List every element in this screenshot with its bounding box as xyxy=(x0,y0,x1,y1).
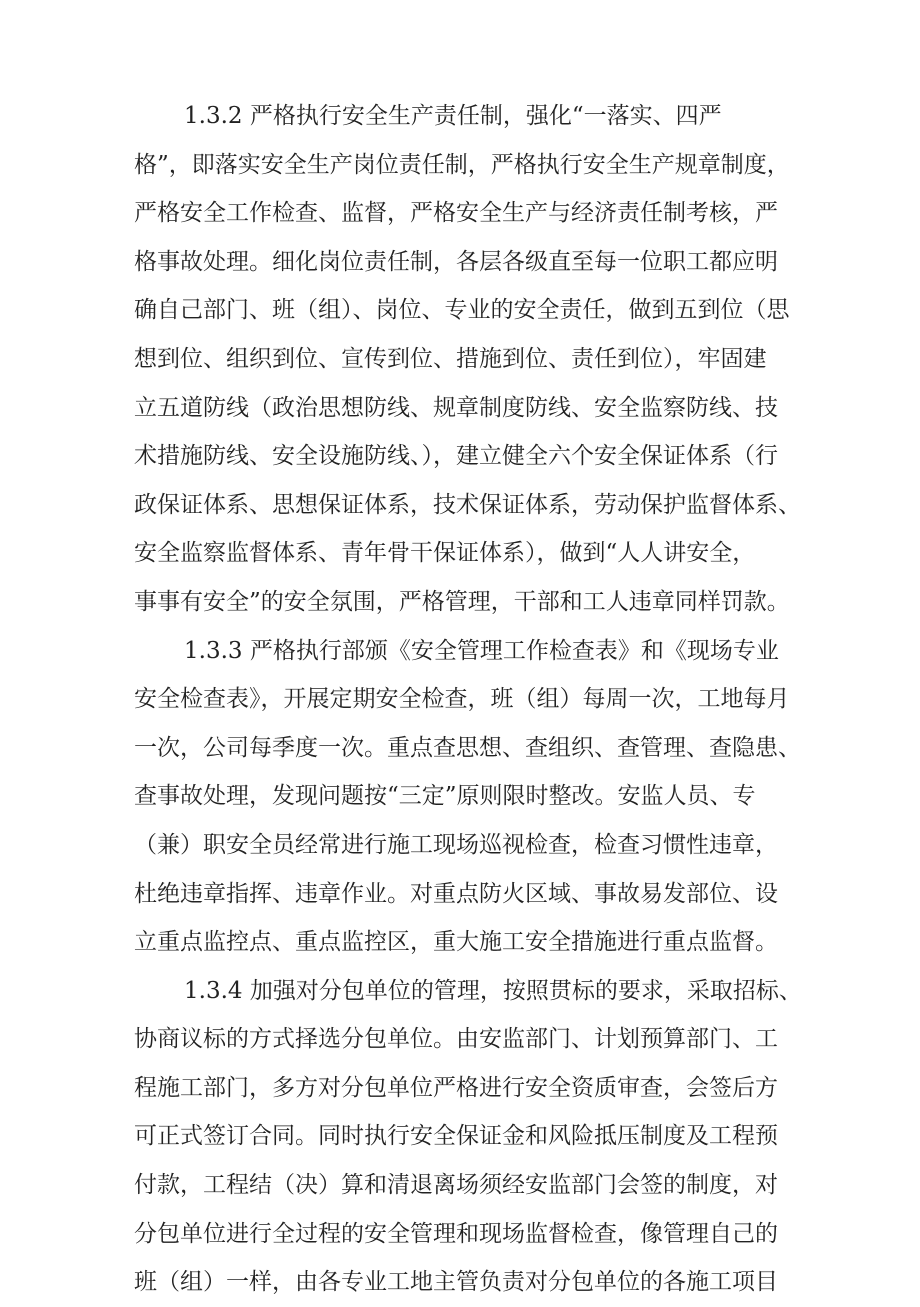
paragraph-line: 分包单位进行全过程的安全管理和现场监督检查，像管理自己的 xyxy=(134,1220,778,1247)
paragraph-line: 杜绝违章指挥、违章作业。对重点防火区域、事故易发部位、设 xyxy=(134,880,778,907)
paragraph-line: 可正式签订合同。同时执行安全保证金和风险抵压制度及工程预 xyxy=(134,1123,778,1150)
paragraph-1-3-3 xyxy=(134,627,804,967)
paragraph-line: 1.3.2 严格执行安全生产责任制，强化“一落实、四严 xyxy=(184,103,722,129)
paragraph-line: 格事故处理。细化岗位责任制，各层各级直至每一位职工都应明 xyxy=(134,248,778,275)
paragraph-line: 术措施防线、安全设施防线、），建立健全六个安全保证体系（行 xyxy=(134,443,778,470)
paragraph-line: （兼）职安全员经常进行施工现场巡视检查，检查习惯性违章， xyxy=(134,831,778,858)
paragraph-1-3-4 xyxy=(134,967,804,1307)
paragraph-line: 确自己部门、班（组）、岗位、专业的安全责任，做到五到位（思 xyxy=(134,297,790,324)
paragraph-line: 一次，公司每季度一次。重点查思想、查组织、查管理、查隐患、 xyxy=(134,734,801,761)
paragraph-line: 班（组）一样，由各专业工地主管负责对分包单位的各施工项目 xyxy=(134,1269,778,1296)
paragraph-line: 程施工部门，多方对分包单位严格进行安全资质审查，会签后方 xyxy=(134,1074,778,1101)
paragraph-line: 查事故处理，发现问题按“三定”原则限时整改。安监人员、专 xyxy=(134,783,756,810)
paragraph-line: 安全监察监督体系、青年骨干保证体系），做到“人人讲安全， xyxy=(134,540,756,567)
paragraph-line: 政保证体系、思想保证体系，技术保证体系，劳动保护监督体系、 xyxy=(134,491,801,518)
paragraph-line: 格”，即落实安全生产岗位责任制，严格执行安全生产规章制度， xyxy=(134,151,790,178)
paragraph-1-3-2 xyxy=(134,92,804,627)
paragraph-line: 1.3.3 严格执行部颁《安全管理工作检查表》和《现场专业 xyxy=(184,637,779,664)
paragraph-line: 立五道防线（政治思想防线、规章制度防线、安全监察防线、技 xyxy=(134,394,778,421)
paragraph-line: 严格安全工作检查、监督，严格安全生产与经济责任制考核，严 xyxy=(134,200,778,227)
paragraph-line: 立重点监控点、重点监控区，重大施工安全措施进行重点监督。 xyxy=(134,929,778,956)
paragraph-line: 1.3.4 加强对分包单位的管理，按照贯标的要求，采取招标、 xyxy=(184,977,802,1004)
paragraph-line: 事事有安全”的安全氛围，严格管理，干部和工人违章同样罚款。 xyxy=(134,588,790,615)
paragraph-line: 付款，工程结（决）算和清退离场须经安监部门会签的制度，对 xyxy=(134,1172,778,1199)
paragraph-line: 想到位、组织到位、宣传到位、措施到位、责任到位），牢固建 xyxy=(134,345,767,372)
document-body xyxy=(134,92,804,1307)
paragraph-line: 安全检查表》，开展定期安全检查，班（组）每周一次，工地每月 xyxy=(134,686,790,713)
paragraph-line: 协商议标的方式择选分包单位。由安监部门、计划预算部门、工 xyxy=(134,1026,778,1053)
